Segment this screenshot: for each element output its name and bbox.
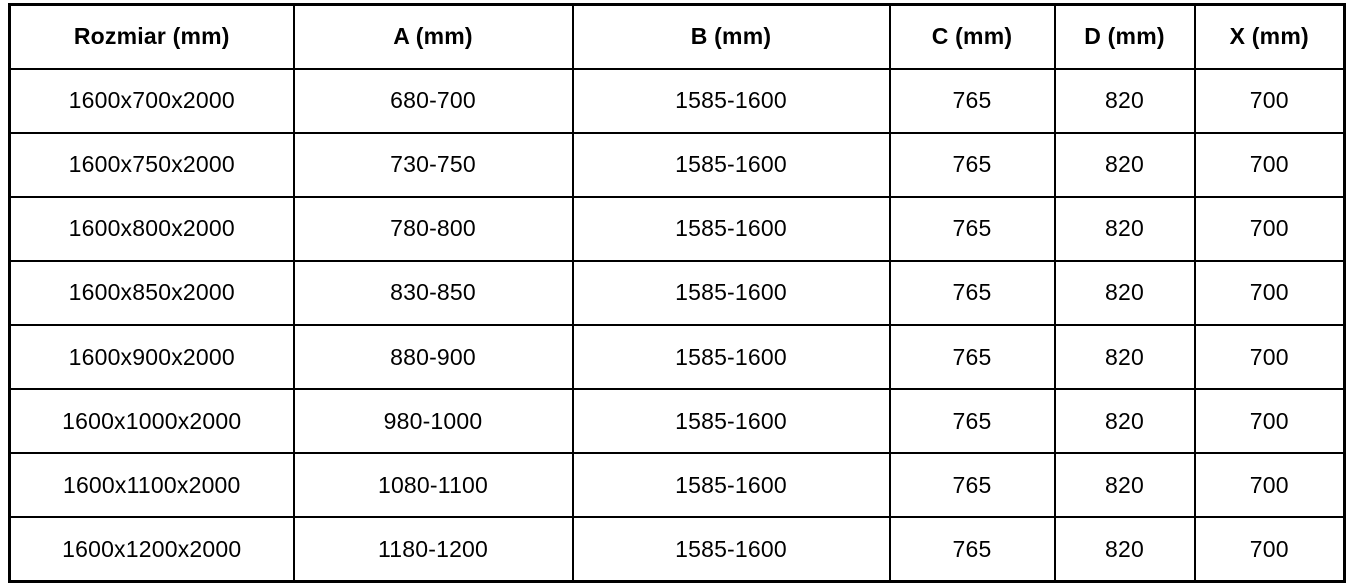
cell-a: 680-700 [294,69,573,133]
cell-b: 1585-1600 [573,517,890,581]
column-header-rozmiar: Rozmiar (mm) [10,5,294,69]
cell-a: 830-850 [294,261,573,325]
cell-c: 765 [890,325,1055,389]
cell-d: 820 [1055,261,1195,325]
table-row [10,389,1345,453]
cell-rozmiar: 1600x1200x2000 [10,517,294,581]
cell-x: 700 [1195,517,1345,581]
cell-b: 1585-1600 [573,261,890,325]
table-row [10,69,1345,133]
cell-a: 730-750 [294,133,573,197]
size-specification-table [8,3,1346,583]
column-header-c: C (mm) [890,5,1055,69]
cell-d: 820 [1055,517,1195,581]
cell-rozmiar: 1600x750x2000 [10,133,294,197]
cell-b: 1585-1600 [573,197,890,261]
column-header-x: X (mm) [1195,5,1345,69]
table-header-row [10,5,1345,69]
cell-b: 1585-1600 [573,453,890,517]
cell-x: 700 [1195,453,1345,517]
cell-rozmiar: 1600x800x2000 [10,197,294,261]
column-header-a: A (mm) [294,5,573,69]
cell-rozmiar: 1600x900x2000 [10,325,294,389]
cell-d: 820 [1055,389,1195,453]
table-row [10,325,1345,389]
cell-a: 980-1000 [294,389,573,453]
table-row [10,261,1345,325]
cell-a: 780-800 [294,197,573,261]
cell-rozmiar: 1600x700x2000 [10,69,294,133]
cell-b: 1585-1600 [573,325,890,389]
cell-b: 1585-1600 [573,389,890,453]
cell-x: 700 [1195,69,1345,133]
cell-b: 1585-1600 [573,133,890,197]
cell-x: 700 [1195,197,1345,261]
table-row [10,517,1345,581]
cell-c: 765 [890,197,1055,261]
cell-x: 700 [1195,133,1345,197]
table-row [10,133,1345,197]
cell-c: 765 [890,389,1055,453]
cell-d: 820 [1055,133,1195,197]
cell-rozmiar: 1600x850x2000 [10,261,294,325]
column-header-d: D (mm) [1055,5,1195,69]
cell-c: 765 [890,69,1055,133]
table-row [10,197,1345,261]
cell-c: 765 [890,517,1055,581]
cell-x: 700 [1195,325,1345,389]
cell-a: 1080-1100 [294,453,573,517]
cell-rozmiar: 1600x1000x2000 [10,389,294,453]
cell-d: 820 [1055,197,1195,261]
cell-a: 1180-1200 [294,517,573,581]
cell-a: 880-900 [294,325,573,389]
cell-d: 820 [1055,69,1195,133]
cell-c: 765 [890,133,1055,197]
cell-c: 765 [890,453,1055,517]
cell-b: 1585-1600 [573,69,890,133]
cell-rozmiar: 1600x1100x2000 [10,453,294,517]
cell-x: 700 [1195,389,1345,453]
cell-c: 765 [890,261,1055,325]
cell-d: 820 [1055,325,1195,389]
column-header-b: B (mm) [573,5,890,69]
cell-x: 700 [1195,261,1345,325]
cell-d: 820 [1055,453,1195,517]
table-row [10,453,1345,517]
